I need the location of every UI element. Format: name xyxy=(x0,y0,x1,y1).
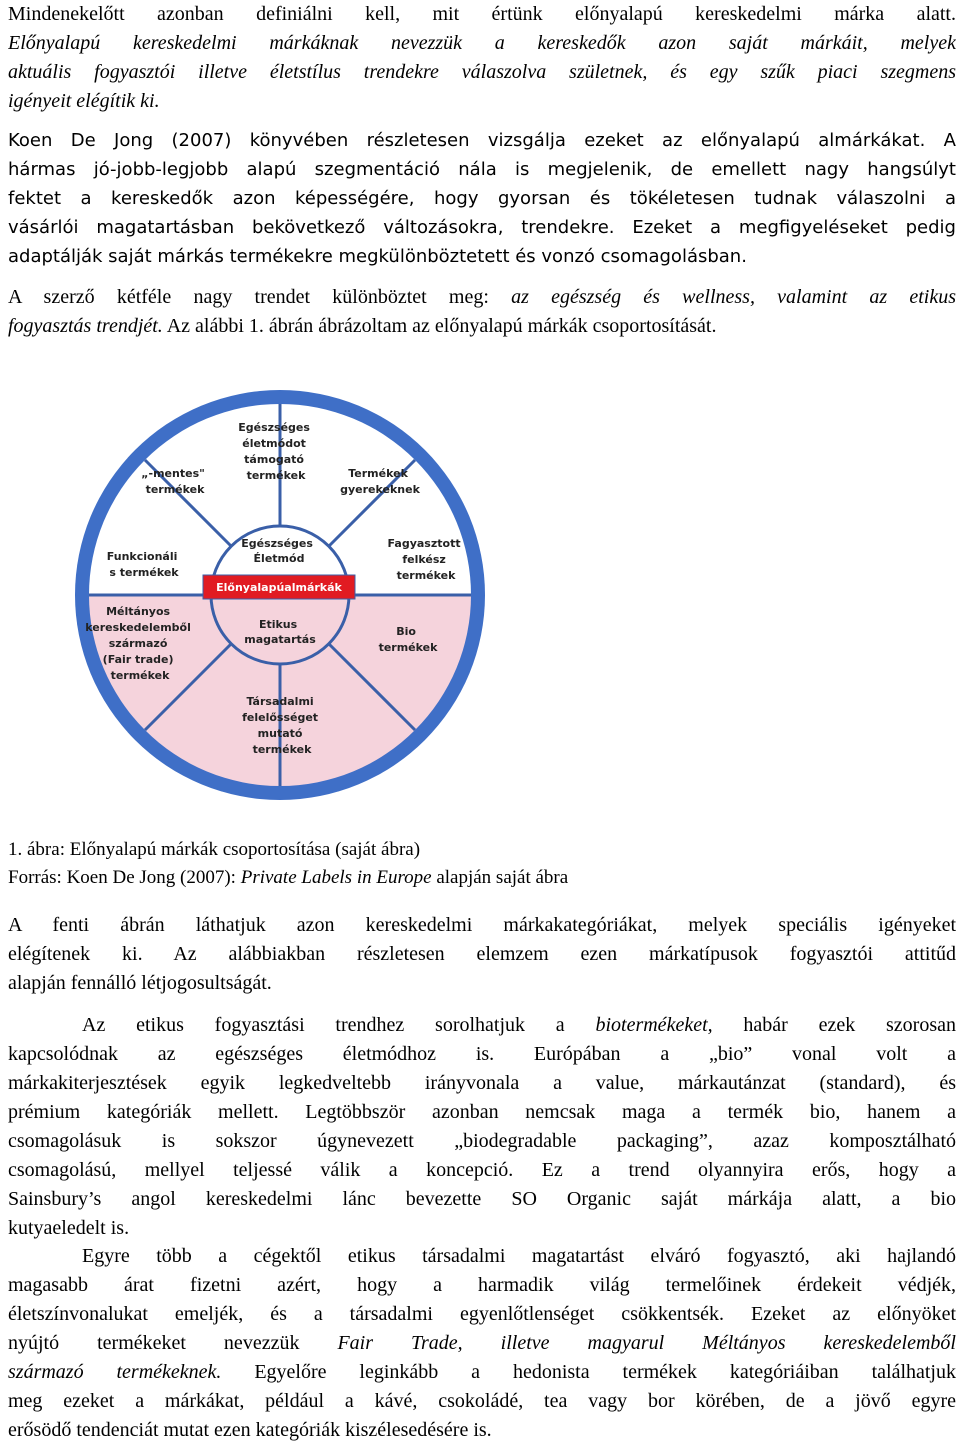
definition-text: Előnyalapú kereskedelmi márkáknak nevezzük a kereskedők azon saját márkáit, melyek xyxy=(8,32,956,54)
definition-line xyxy=(8,29,956,58)
segment-label-healthy-lifestyle: Egészséges életmódot támogató termékek xyxy=(238,421,310,482)
ethics-paragraph xyxy=(8,1011,956,1243)
segment-label-bio: Bio termékek xyxy=(378,625,438,654)
trends-italic: az egészség és wellness, valamint az etikus xyxy=(511,286,956,308)
segment-label-children: Termékek gyerekeknek xyxy=(340,467,420,496)
intro-paragraph xyxy=(8,0,956,116)
ethics-text: habár ezek szorosan xyxy=(712,1014,956,1036)
fairtrade-line: erősödő tendenciát mutat ezen kategóriák kiszélesedésére is. xyxy=(8,1419,492,1441)
ethics-line: kutyaeledelt is. xyxy=(8,1217,130,1239)
fairtrade-line xyxy=(8,1329,956,1358)
caption-line-1: 1. ábra: Előnyalapú márkák csoportosítása (saját ábra) xyxy=(8,839,421,860)
trends-line xyxy=(8,283,956,312)
koen-paragraph xyxy=(8,126,956,271)
koen-line: adaptálják saját márkás termékekre megkülönböztetett és vonzó csomagolásban. xyxy=(8,246,747,267)
ethics-line xyxy=(8,1011,956,1040)
segment-label-social-responsibility: Társadalmi felelősséget mutató termékek xyxy=(242,695,319,756)
ethics-line: kapcsolódnak az egészséges életmódhoz is. Európában a „bio” vonal volt a xyxy=(8,1043,956,1065)
koen-line: hármas jó-jobb-legjobb alapú szegmentáció nála is megjelenik, de emellett nagy hangsúlyt xyxy=(8,159,956,180)
fairtrade-line xyxy=(8,1358,956,1387)
inner-top-label: Egészséges Életmód xyxy=(241,537,313,565)
segment-label-functional: Funkcionáli s termékek xyxy=(106,550,179,579)
trends-line xyxy=(8,312,956,341)
koen-line: vásárlói magatartásban bekövetkező változásokra, trendekre. Ezeket a megfigyeléseket pedig xyxy=(8,217,956,238)
caption-book-title: Private Labels in Europe xyxy=(240,867,432,888)
fairtrade-text: nyújtó termékeket nevezzük xyxy=(8,1332,338,1354)
fairtrade-italic: származó termékeknek. xyxy=(8,1361,222,1383)
ethics-italic: biotermékeket, xyxy=(595,1014,713,1036)
fairtrade-paragraph xyxy=(8,1242,956,1445)
inner-bottom-label: Etikus magatartás xyxy=(244,618,316,646)
ethics-line: csomagolásuk is sokszor úgynevezett „biodegradable packaging”, azaz komposztálható xyxy=(8,1130,956,1152)
fairtrade-line: magasabb árat fizetni azért, hogy a harmadik világ termelőinek érdekeit védjék, xyxy=(8,1274,956,1296)
definition-line xyxy=(8,87,956,116)
private-label-wheel-diagram xyxy=(70,385,490,805)
trends-text: A szerző kétféle nagy trendet különböztet meg: xyxy=(8,286,512,308)
caption-source-suffix: alapján saját ábra xyxy=(431,867,569,888)
definition-line xyxy=(8,58,956,87)
fairtrade-line: meg ezeket a márkákat, például a kávé, csokoládé, tea vagy bor körében, de a jövő egyre xyxy=(8,1390,956,1412)
koen-line: Koen De Jong (2007) könyvében részletesen vizsgálja ezeket az előnyalapú almárkákat. A xyxy=(8,130,956,151)
after-figure-paragraph xyxy=(8,911,956,998)
definition-text: igényeit elégítik ki. xyxy=(8,90,160,112)
after-figure-line: elégítenek ki. Az alábbiakban részletesen elemzem ezen márkatípusok fogyasztói attitűd xyxy=(8,943,956,965)
figure-caption xyxy=(8,836,568,892)
ethics-line: prémium kategóriák mellett. Legtöbbször azonban nemcsak maga a termék bio, hanem a xyxy=(8,1101,956,1123)
ethics-line: Sainsbury’s angol kereskedelmi lánc bevezette SO Organic saját márkája alatt, a bio xyxy=(8,1188,956,1210)
caption-line-2 xyxy=(8,864,568,892)
segment-label-fair-trade: Méltányos kereskedelemből származó (Fair trade) termékek xyxy=(85,605,191,682)
segment-label-frozen: Fagyasztott felkész termékek xyxy=(387,537,461,582)
trends-italic: fogyasztás trendjét. xyxy=(8,315,163,337)
fairtrade-text: Egyelőre leginkább a hedonista termékek kategóriáiban találhatjuk xyxy=(221,1361,956,1383)
trends-paragraph xyxy=(8,283,956,341)
fairtrade-italic: Fair Trade, illetve magyarul Méltányos kereskedelemből xyxy=(337,1332,956,1354)
intro-line: Mindenekelőtt azonban definiálni kell, mit értünk előnyalapú kereskedelmi márka alatt. xyxy=(8,3,956,25)
ethics-text: Az etikus fogyasztási trendhez sorolhatjuk a xyxy=(82,1014,596,1036)
koen-line: fektet a kereskedők azon képességére, hogy gyorsan és tökéletesen tudnak válaszolni a xyxy=(8,188,956,209)
fairtrade-line: életszínvonalukat emeljék, és a társadalmi egyenlőtlenséget csökkentsék. Ezeket az előnyöket xyxy=(8,1303,956,1325)
trends-text: Az alábbi 1. ábrán ábrázoltam az előnyalapú márkák csoportosítását. xyxy=(162,315,717,337)
definition-text: aktuális fogyasztói illetve életstílus trendekre válaszolva születnek, és egy szűk piaci szegmens xyxy=(8,61,956,83)
after-figure-line: alapján fennálló létjogosultságát. xyxy=(8,972,272,994)
ethics-line: márkakiterjesztések egyik legkedveltebb irányvonala a value, márkautánzat (standard), és xyxy=(8,1072,956,1094)
center-label: Előnyalapúalmárkák xyxy=(216,581,342,594)
fairtrade-line: Egyre több a cégektől etikus társadalmi magatartást elváró fogyasztó, aki hajlandó xyxy=(82,1245,956,1267)
after-figure-line: A fenti ábrán láthatjuk azon kereskedelmi márkakategóriákat, melyek speciális igényeket xyxy=(8,914,956,936)
ethics-line: csomagolású, mellyel teljessé válik a koncepció. Ez a trend olyannyira erős, hogy a xyxy=(8,1159,956,1181)
segment-label-free-from: „-mentes" termékek xyxy=(141,467,205,496)
caption-source: Forrás: Koen De Jong (2007): xyxy=(8,867,241,888)
